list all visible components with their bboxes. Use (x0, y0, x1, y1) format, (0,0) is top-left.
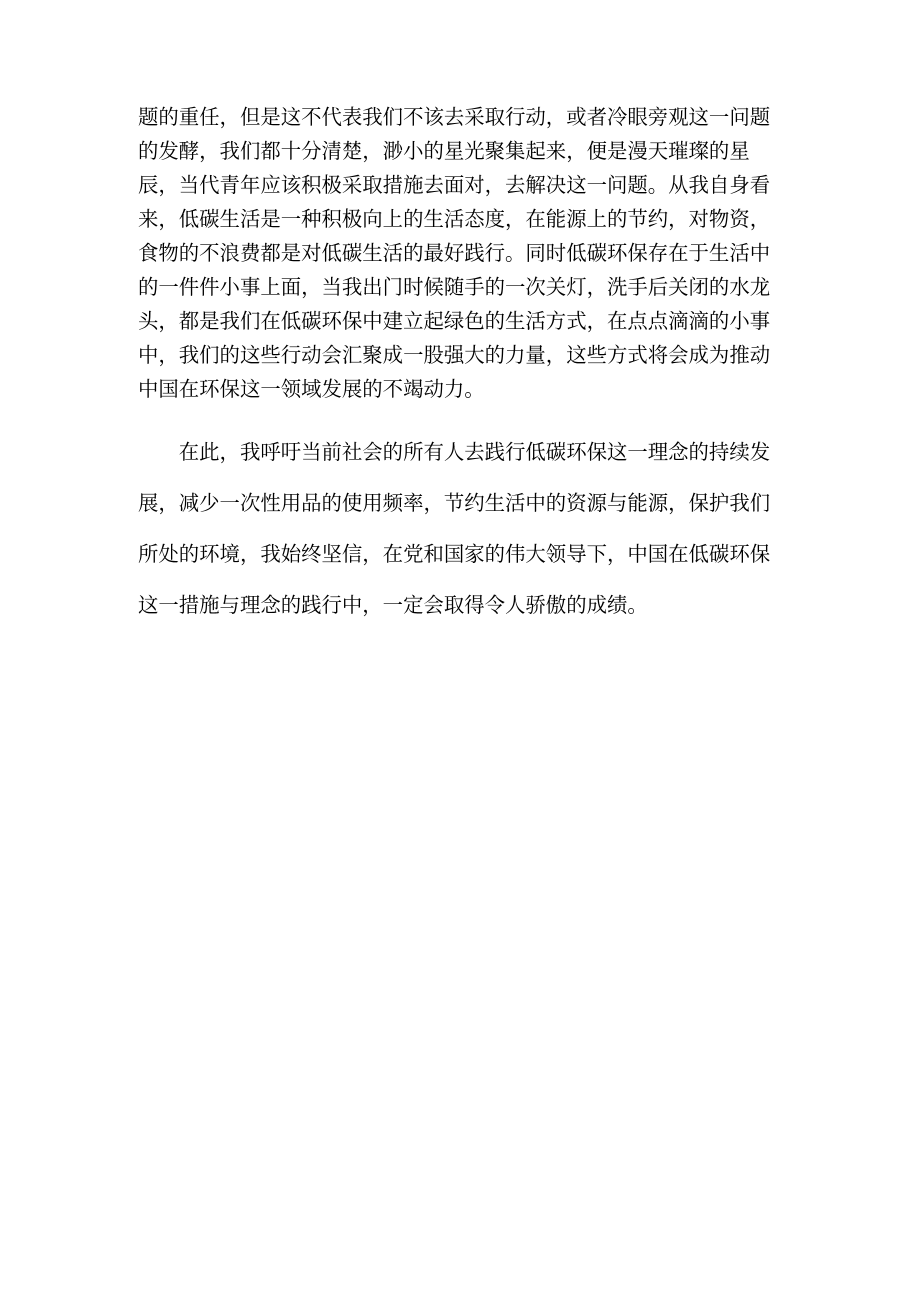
paragraph-line: 所处的环境，我始终坚信，在党和国家的伟大领导下，中国在低碳环保 (138, 542, 771, 566)
paragraph-line: 的一件件小事上面，当我出门时候随手的一次关灯，洗手后关闭的水龙 (138, 275, 771, 299)
paragraph-line: 展，减少一次性用品的使用频率，节约生活中的资源与能源，保护我们 (138, 491, 771, 515)
paragraph-2 (138, 427, 771, 631)
paragraph-line: 食物的不浪费都是对低碳生活的最好践行。同时低碳环保存在于生活中 (138, 241, 771, 265)
paragraph-line: 辰，当代青年应该积极采取措施去面对，去解决这一问题。从我自身看 (138, 173, 771, 197)
paragraph-1 (138, 100, 771, 406)
paragraph-line: 头，都是我们在低碳环保中建立起绿色的生活方式，在点点滴滴的小事 (138, 309, 771, 333)
paragraph-line: 题的重任，但是这不代表我们不该去采取行动，或者冷眼旁观这一问题 (138, 105, 771, 129)
paragraph-line: 的发酵，我们都十分清楚，渺小的星光聚集起来，便是漫天璀璨的星 (138, 139, 750, 163)
paragraph-line: 来，低碳生活是一种积极向上的生活态度，在能源上的节约，对物资， (138, 207, 771, 231)
paragraph-line: 中国在环保这一领域发展的不竭动力。 (138, 377, 485, 401)
paragraph-line: 在此，我呼吁当前社会的所有人去践行低碳环保这一理念的持续发 (138, 440, 771, 464)
paragraph-line: 这一措施与理念的践行中，一定会取得令人骄傲的成绩。 (138, 593, 648, 617)
paragraph-line: 中，我们的这些行动会汇聚成一股强大的力量，这些方式将会成为推动 (138, 343, 771, 367)
